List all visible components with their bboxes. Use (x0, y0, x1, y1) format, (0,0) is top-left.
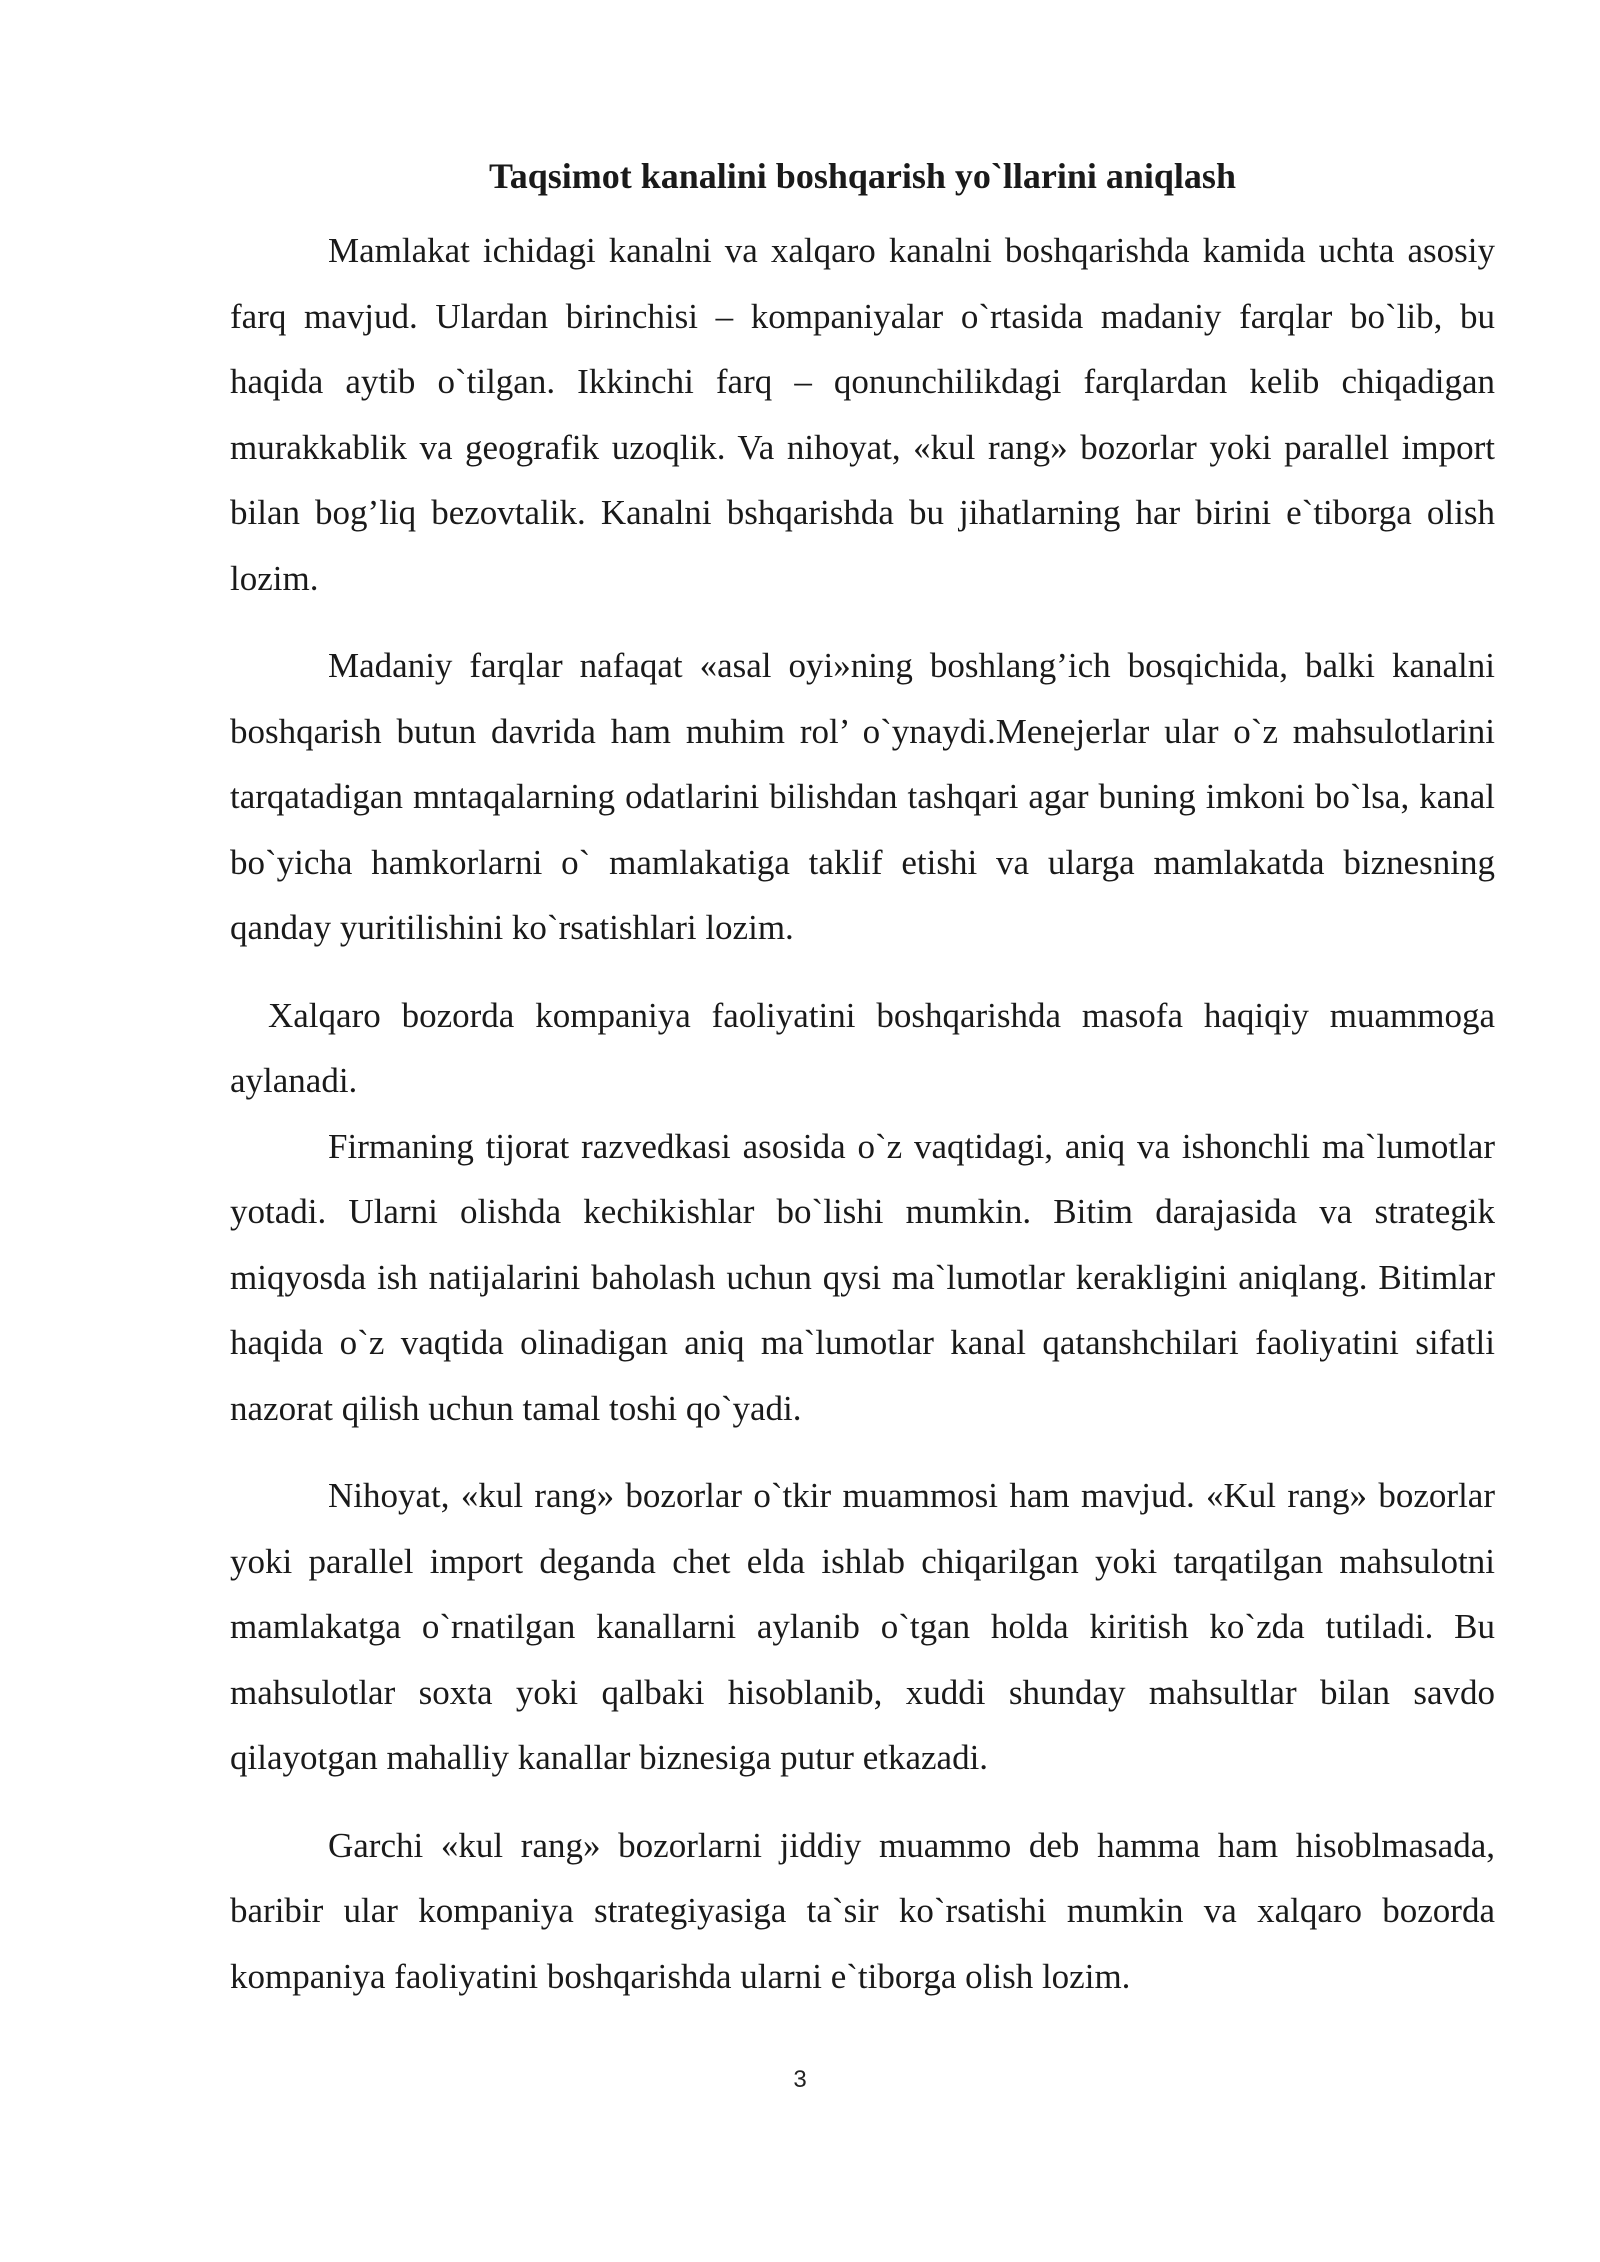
paragraph-4: Firmaning tijorat razvedkasi asosida o`z vaqtidagi, aniq va ishonchli ma`lumotlar yotadi. Ularni olishda kechikishlar bo`lishi mumkin. Bitim darajasida va strategik miqyosda ish natijalarini baholash uchun qysi ma`lumotlar kerakligini aniqlang. Bitimlar haqida o`z vaqtida olinadigan aniq ma`lumotlar kanal qatanshchilari faoliyatini sifatli nazorat qilish uchun tamal toshi qo`yadi. (230, 1126, 1495, 1428)
paragraph-1: Mamlakat ichidagi kanalni va xalqaro kanalni boshqarishda kamida uchta asosiy farq mavjud. Ulardan birinchisi – kompaniyalar o`rtasida madaniy farqlar bo`lib, bu haqida aytib o`tilgan. Ikkinchi farq – qonunchilikdagi farqlardan kelib chiqadigan murakkablik va geografik uzoqlik. Va nihoyat, «kul rang» bozorlar yoki parallel import bilan bog’liq bezovtalik. Kanalni bshqarishda bu jihatlarning har birini e`tiborga olish lozim. (230, 231, 1495, 598)
paragraph-3: Xalqaro bozorda kompaniya faoliyatini boshqarishda masofa haqiqiy muammoga aylanadi. (230, 995, 1495, 1100)
document-title: Taqsimot kanalini boshqarish yo`llarini aniqlash (489, 156, 1236, 196)
paragraph-6: Garchi «kul rang» bozorlarni jiddiy muammo deb hamma ham hisoblmasada, baribir ular kompaniya strategiyasiga ta`sir ko`rsatishi mumkin va xalqaro bozorda kompaniya faoliyatini boshqarishda ularni e`tiborga olish lozim. (230, 1825, 1495, 1996)
document-page (230, 148, 1495, 2009)
paragraph-5: Nihoyat, «kul rang» bozorlar o`tkir muammosi ham mavjud. «Kul rang» bozorlar yoki parallel import deganda chet elda ishlab chiqarilgan yoki tarqatilgan mahsulotni mamlakatga o`rnatilgan kanallarni aylanib o`tgan holda kiritish ko`zda tutiladi. Bu mahsulotlar soxta yoki qalbaki hisoblanib, xuddi shunday mahsultlar bilan savdo qilayotgan mahalliy kanallar biznesiga putur etkazadi. (230, 1476, 1495, 1777)
page-number: 3 (793, 2066, 807, 2093)
paragraph-2: Madaniy farqlar nafaqat «asal oyi»ning boshlang’ich bosqichida, balki kanalni boshqarish butun davrida ham muhim rol’ o`ynaydi.Menejerlar ular o`z mahsulotlarini tarqatadigan mntaqalarning odatlarini bilishdan tashqari agar buning imkoni bo`lsa, kanal bo`yicha hamkorlarni o` mamlakatiga taklif etishi va ularga mamlakatda biznesning qanday yuritilishini ko`rsatishlari lozim. (230, 646, 1495, 947)
